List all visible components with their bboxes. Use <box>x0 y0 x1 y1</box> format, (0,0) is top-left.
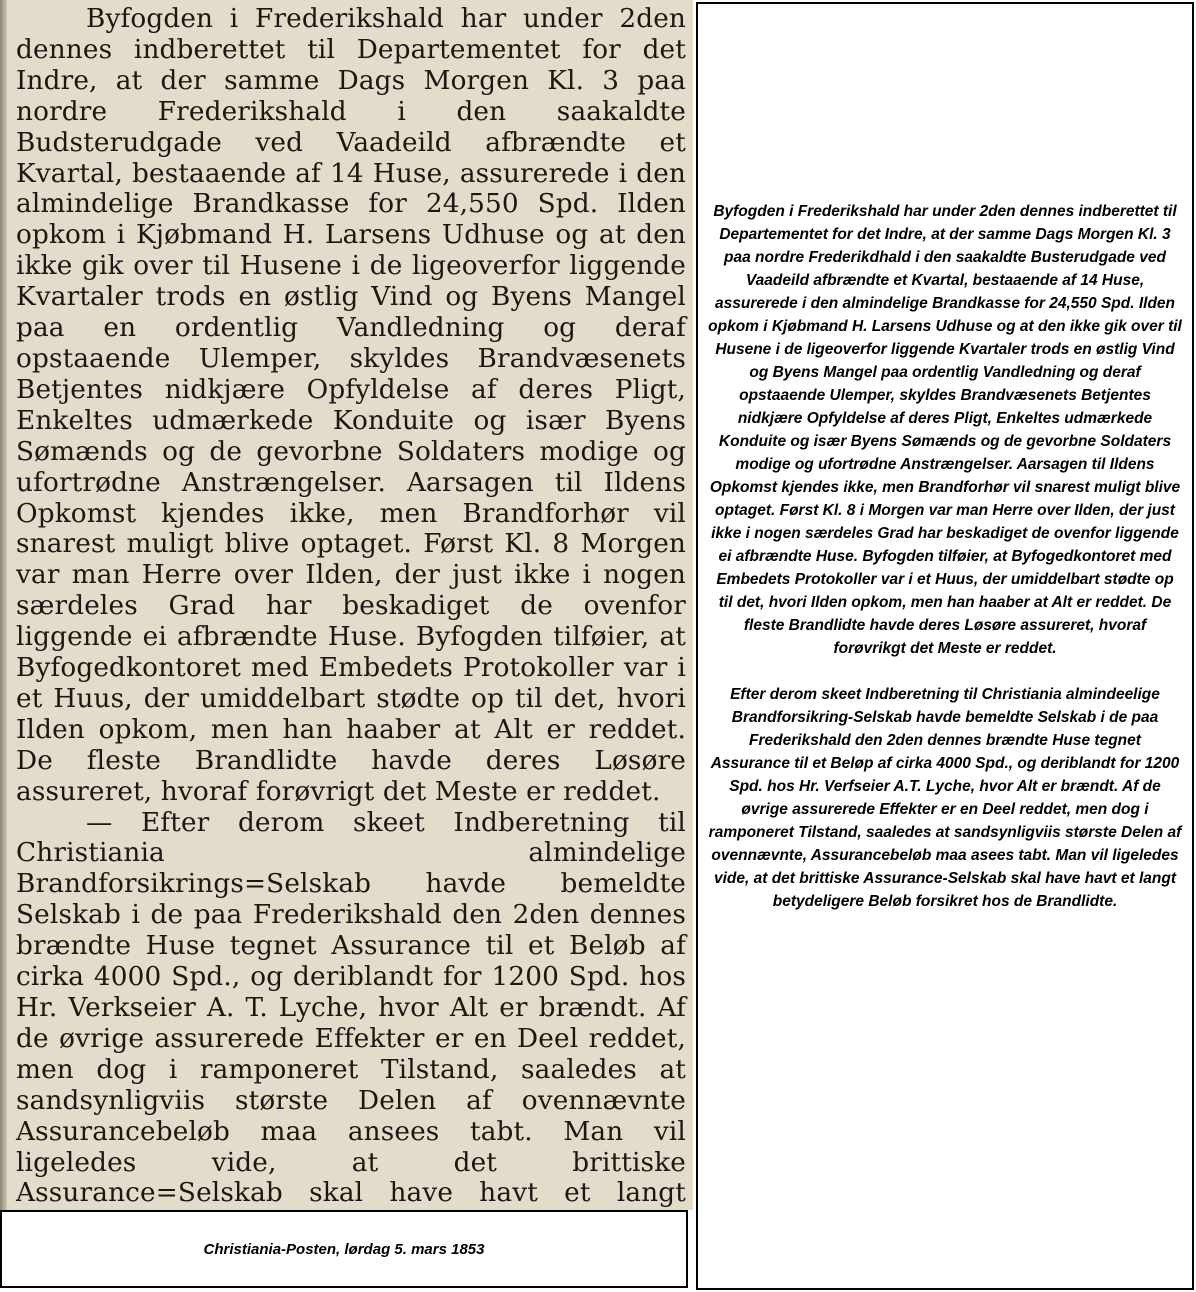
transcription-paragraph-1: Byfogden i Frederikshald har under 2den dennes indberettet til Departementet for det Indre, at der samme Dags Morgen Kl. 3 paa nordre Frederikdhald i den saakaldte Busterudgade ved Vaadeild afbrændte et Kvartal, bestaaende af 14 Huse, assurerede i den almindelige Brandkasse for 24,550 Spd. Ilden opkom i Kjøbmand H. Larsens Udhuse og at den ikke gik over til Husene i de ligeoverfor liggende Kvartaler trods en østlig Vind og Byens Mangel paa ordentlig Vandledning og deraf opstaaende Ulemper, skyldes Brandvæsenets Betjentes nidkjære Opfyldelse af deres Pligt, Enkeltes udmærkede Konduite og især Byens Sømænds og de gevorbne Soldaters modige og ufortrødne Anstrængelser. Aarsagen til Ildens Opkomst kjendes ikke, men Brandforhør vil snarest muligt blive optaget. Først Kl. 8 i Morgen var man Herre over Ilden, der just ikke i nogen særdeles Grad har beskadiget de ovenfor liggende ei afbrændte Huse. Byfogden tilføier, at Byfogedkontoret med Embedets Protokoller var i et Huus, der umiddelbart stødte op til det, hvori Ilden opkom, men han haaber at Alt er reddet. De fleste Brandlidte havde deres Løsøre assureret, hvoraf forøvrikgt det Meste er reddet. <box>708 203 1182 657</box>
newspaper-article <box>16 4 686 1240</box>
newspaper-paragraph-2: — Efter derom skeet Indberetning til Christiania almindelige Brandforsikrings=Selskab havde bemeldte Selskab i de paa Frederikshald den 2den dennes brændte Huse tegnet Assurance til et Beløb af cirka 4000 Spd., og deriblandt for 1200 Spd. hos Hr. Verkseier A. T. Lyche, hvor Alt er brændt. Af de øvrige assurerede Effekter er en Deel reddet, men dog i ramponeret Tilstand, saaledes at sandsynligviis største Delen af ovennævnte Assurancebeløb maa ansees tabt. Man vil ligeledes vide, at det brittiske Assurance=Selskab skal have havt et langt <box>16 807 686 1209</box>
transcription-paragraph-2: Efter derom skeet Indberetning til Christiania almindeelige Brandforsikring-Selskab havde bemeldte Selskab i de paa Frederikshald den 2den dennes brændte Huse tegnet Assurance til et Beløp af cirka 4000 Spd., og deriblandt for 1200 Spd. hos Hr. Verfseier A.T. Lyche, hvor Alt er brændt. Af de øvrige assurerede Effekter er en Deel reddet, men dog i ramponeret Tilstand, saaledes at sandsynligviis største Delen af ovennævnte, Assurancebeløb maa asees tabt. Man vil ligeledes vide, at det brittiske Assurance-Selskab skal have havt et langt betydeligere Beløb forsikret hos de Brandlidte. <box>708 686 1182 910</box>
transcription-text <box>708 200 1182 913</box>
caption-box <box>0 1210 688 1288</box>
transcription-panel <box>696 2 1194 1290</box>
newspaper-paragraph-1: Byfogden i Frederikshald har under 2den dennes indberettet til Departementet for det Indre, at der samme Dags Morgen Kl. 3 paa nordre Frederikshald i den saakaldte Budsterudgade ved Vaadeild afbrændte et Kvartal, bestaaende af 14 Huse, assurerede i den almindelige Brandkasse for 24,550 Spd. Ilden opkom i Kjøbmand H. Larsens Udhuse og at den ikke gik over til Husene i de ligeoverfor liggende Kvartaler trods en østlig Vind og Byens Mangel paa en ordentlig Vandledning og deraf opstaaende Ulemper, skyldes Brandvæsenets Betjentes nidkjære Opfyldelse af deres Pligt, Enkeltes udmærkede Konduite og især Byens Sømænds og de gevorbne Soldaters modige og ufortrødne Anstrængelser. Aarsagen til Ildens Opkomst kjendes ikke, men Brandforhør vil snarest muligt blive optaget. Først Kl. 8 Morgen var man Herre over Ilden, der just ikke i nogen særdeles Grad har beskadiget de ovenfor liggende ei afbrændte Huse. Byfogden tilføier, at Byfogedkontoret med Embedets Protokoller var i et Huus, der umiddelbart stødte op til det, hvori Ilden opkom, men han haaber at Alt er reddet. De fleste Brandlidte havde deres Løsøre assureret, hvoraf forøvrigt det Meste er reddet. <box>16 4 686 807</box>
source-caption: Christiania-Posten, lørdag 5. mars 1853 <box>203 1240 485 1258</box>
